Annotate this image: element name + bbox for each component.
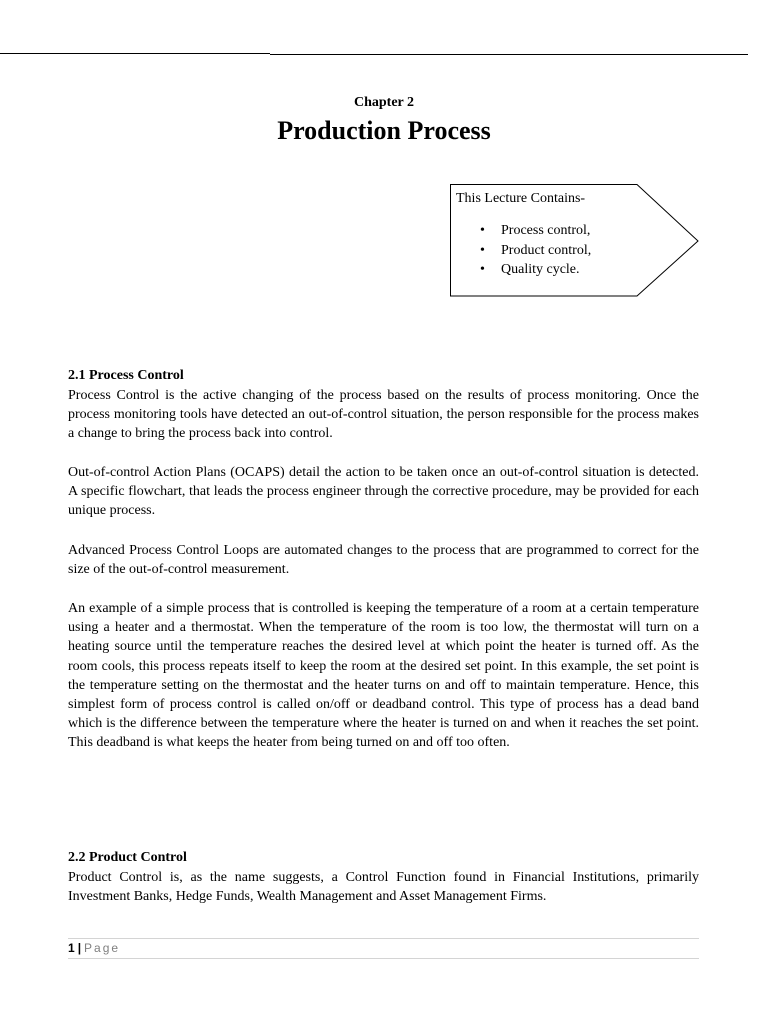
lecture-contents-list <box>456 221 591 280</box>
page-number: 1 <box>68 941 75 955</box>
header-rule-left <box>0 53 270 54</box>
list-item-label: Quality cycle. <box>501 262 580 277</box>
section-heading-product-control: 2.2 Product Control <box>68 850 187 865</box>
lecture-contents-heading: This Lecture Contains- <box>456 191 586 206</box>
list-item <box>456 221 591 241</box>
bullet-icon: • <box>480 262 485 277</box>
list-item-label: Product control, <box>501 242 592 258</box>
bullet-icon: • <box>480 223 485 238</box>
footer-rule-bottom <box>68 958 699 959</box>
bullet-icon: • <box>480 242 485 258</box>
footer-separator: | <box>77 941 82 955</box>
section-heading-process-control: 2.1 Process Control <box>68 368 184 383</box>
paragraph: Out-of-control Action Plans (OCAPS) detail the action to be taken once an out-of-control situation is detected. A specific flowchart, that leads the process engineer through the corrective procedure, may be provided for each unique process. <box>68 465 699 519</box>
header-rule-right <box>270 54 748 55</box>
paragraph: Product Control is, as the name suggests, a Control Function found in Financial Institutions, primarily Investment Banks, Hedge Funds, Wealth Management and Asset Management Firms. <box>68 870 699 905</box>
paragraph: Process Control is the active changing of the process based on the results of process monitoring. Once the process monitoring tools have detected an out-of-control situation, the person responsible for the process makes a change to bring the process back into control. <box>68 388 699 442</box>
list-item <box>456 241 591 261</box>
footer-rule-top <box>68 938 699 939</box>
list-item <box>456 260 591 280</box>
lecture-contents-box <box>450 184 700 298</box>
page-footer <box>68 941 120 956</box>
paragraph: An example of a simple process that is controlled is keeping the temperature of a room at a certain temperature using a heater and a thermostat. When the temperature of the room is too low, the thermostat will turn on a heating source until the temperature reaches the desired level at which point the heater is turned off. As the room cools, this process repeats itself to keep the room at the desired set point. In this example, the set point is the temperature setting on the thermostat and the heater turns on and off to maintain temperature. Hence, this simplest form of process control is called on/off or deadband control. This type of process has a dead band which is the difference between the temperature where the heater is turned on and when it reaches the set point. This deadband is what keeps the heater from being turned on and off too often. <box>68 601 699 751</box>
page-title: Production Process <box>277 116 491 145</box>
chapter-label: Chapter 2 <box>353 95 415 110</box>
page-label: Page <box>84 941 121 955</box>
paragraph: Advanced Process Control Loops are automated changes to the process that are programmed to correct for the size of the out-of-control measurement. <box>68 543 699 578</box>
list-item-label: Process control, <box>501 223 591 238</box>
